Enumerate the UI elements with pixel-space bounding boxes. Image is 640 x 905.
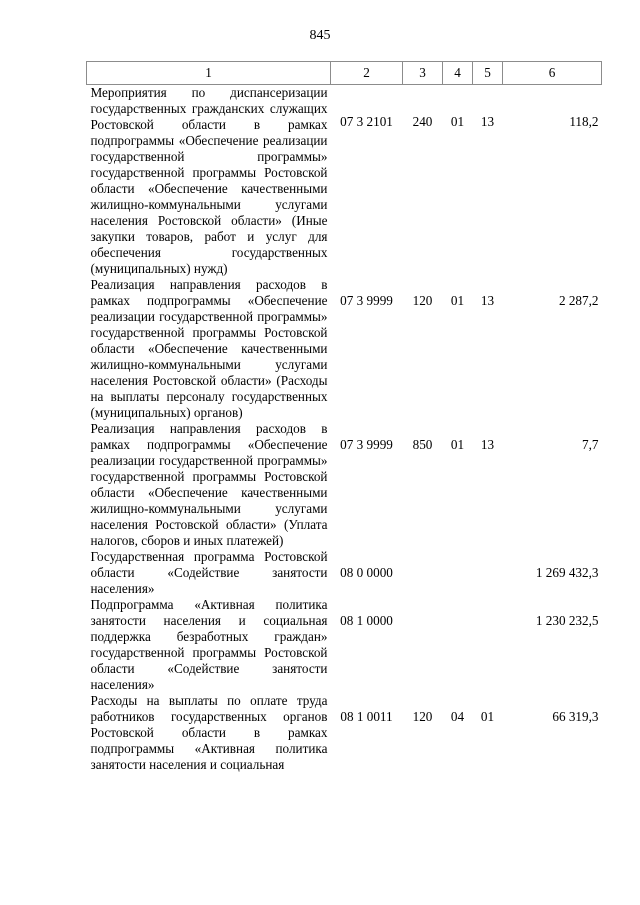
row-expense-type [403,597,443,693]
row-target-code: 08 1 0011 [340,709,393,724]
budget-table [86,61,602,773]
table-body [87,85,602,774]
row-amount: 66 319,3 [552,709,599,724]
header-row [87,62,602,85]
header-col-6: 6 [503,62,602,85]
page-number: 845 [309,28,331,43]
row-subsection: 13 [480,293,495,308]
row-description: Мероприятия по диспансеризации государственных гражданских служащих Ростовской области в рамках подпрограммы «Обеспечение реализации государственной программы» государственной программы Ростовской области «Обеспечение качественными жилищно-коммунальными услугами населения Ростовской области» (Иные закупки товаров, работ и услуг для обеспечения государственных (муниципальных) нужд) [90,85,328,276]
row-description: Подпрограмма «Активная политика занятости населения и социальная поддержка безработных граждан» государственной программы Ростовской области «Содействие занятости населения» [90,597,328,692]
row-target-code: 07 3 9999 [340,437,393,452]
header-col-1: 1 [87,62,331,85]
row-subsection: 13 [480,437,495,452]
table-row [87,597,602,693]
table-row [87,85,602,278]
header-col-4: 4 [443,62,473,85]
table-row [87,549,602,597]
table-header [87,62,602,85]
table-row [87,693,602,773]
header-col-3: 3 [403,62,443,85]
row-expense-type: 120 [412,709,433,724]
row-expense-type: 240 [412,114,433,129]
row-subsection: 13 [480,114,495,129]
row-target-code: 08 1 0000 [340,613,393,628]
row-amount: 118,2 [569,114,599,129]
row-section [443,597,473,693]
row-expense-type: 120 [412,293,433,308]
row-expense-type [403,549,443,597]
row-target-code: 08 0 0000 [340,565,393,580]
row-description: Расходы на выплаты по оплате труда работников государственных органов Ростовской области в рамках подпрограммы «Активная политика занятости населения и социальная [90,693,328,772]
row-target-code: 07 3 2101 [340,114,393,129]
row-description: Реализация направления расходов в рамках подпрограммы «Обеспечение реализации государственной программы» государственной программы Ростовской области «Обеспечение качественными жилищно-коммунальными услугами населения Ростовской области» (Расходы на выплаты персоналу государственных (муниципальных) органов) [90,277,328,420]
row-description: Реализация направления расходов в рамках подпрограммы «Обеспечение реализации государственной программы» государственной программы Ростовской области «Обеспечение качественными жилищно-коммунальными услугами населения Ростовской области» (Уплата налогов, сборов и иных платежей) [90,421,328,548]
row-description: Государственная программа Ростовской области «Содействие занятости населения» [90,549,328,596]
row-subsection [473,597,503,693]
row-section [443,549,473,597]
row-subsection: 01 [480,709,495,724]
row-expense-type: 850 [412,437,433,452]
row-section: 04 [450,709,465,724]
table-row [87,277,602,421]
row-amount: 2 287,2 [558,293,599,308]
row-subsection [473,549,503,597]
header-col-2: 2 [331,62,403,85]
header-col-5: 5 [473,62,503,85]
row-amount: 1 269 432,3 [535,565,599,580]
row-section: 01 [450,437,465,452]
row-amount: 7,7 [582,437,599,452]
row-section: 01 [450,114,465,129]
table-row [87,421,602,549]
row-section: 01 [450,293,465,308]
row-target-code: 07 3 9999 [340,293,393,308]
row-amount: 1 230 232,5 [535,613,599,628]
